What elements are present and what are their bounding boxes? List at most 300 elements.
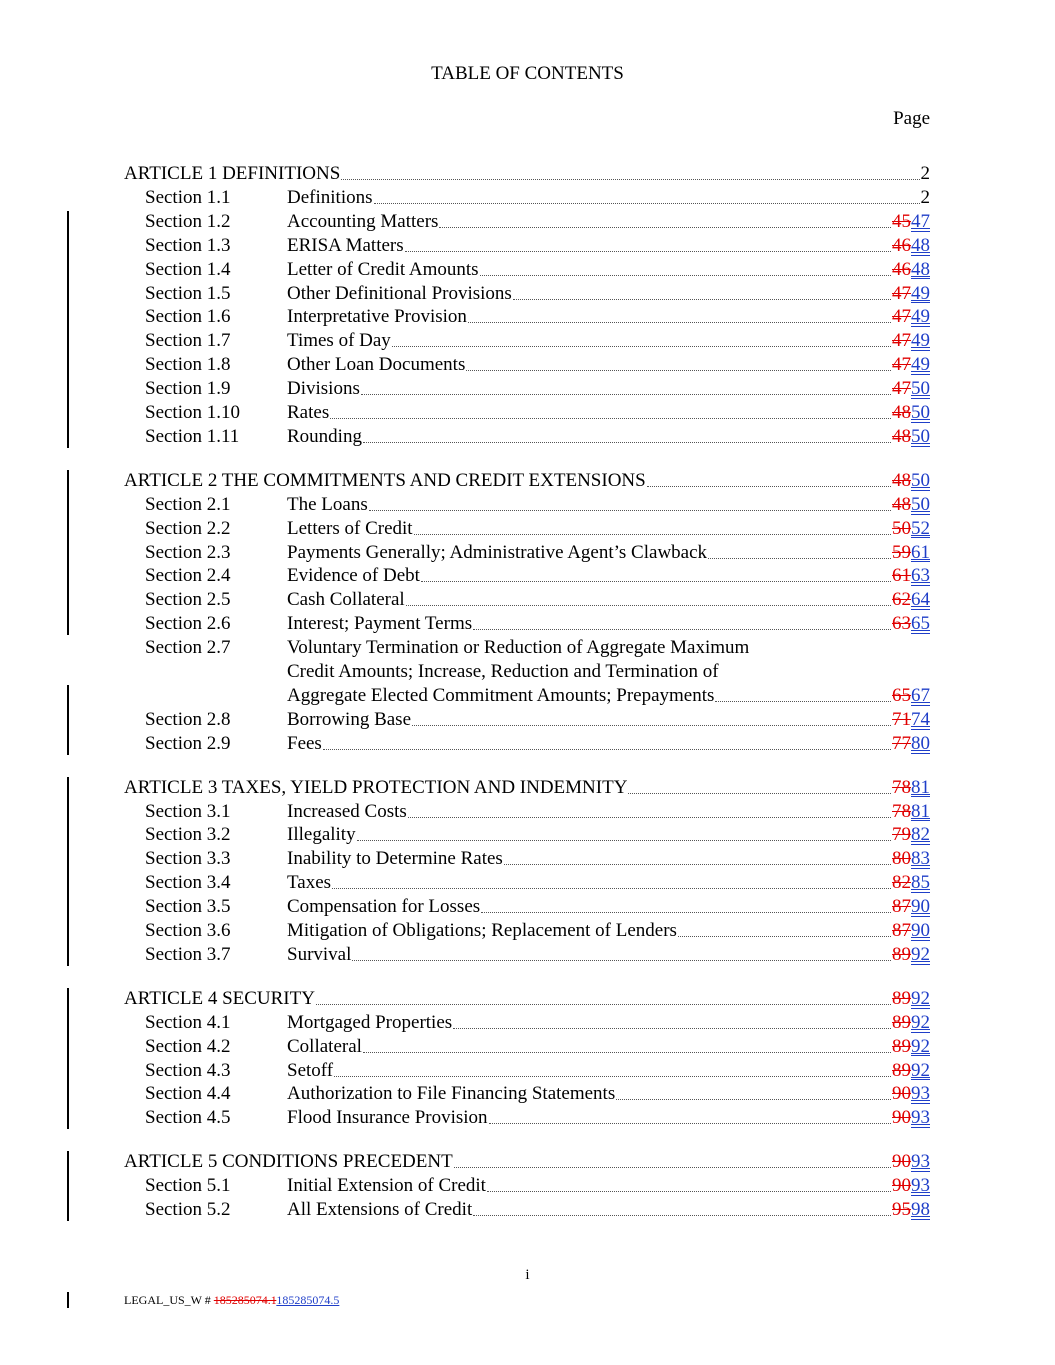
toc-section-row (0, 329, 1055, 353)
toc-entry (287, 186, 930, 210)
page-number-deleted: 90 (892, 1107, 911, 1129)
page-number-inserted: 49 (911, 306, 930, 328)
toc-entry (287, 541, 930, 565)
page-number-deleted: 87 (892, 920, 911, 941)
dot-leader (454, 1167, 891, 1168)
toc-section-number: Section 3.7 (145, 943, 231, 965)
toc-page-ref (892, 305, 930, 329)
toc-page-ref (892, 612, 930, 636)
page-number-inserted: 92 (911, 1059, 930, 1081)
toc-entry (287, 684, 930, 708)
toc-entry-title: Collateral (287, 1035, 362, 1057)
page-number-deleted: 50 (892, 517, 911, 539)
toc-entry (287, 800, 930, 824)
dot-leader (352, 960, 891, 961)
toc-page-ref (892, 258, 930, 282)
toc-entry-title: Fees (287, 732, 322, 754)
toc-entry (287, 210, 930, 234)
page-number-deleted: 59 (892, 541, 911, 563)
page-number-deleted: 47 (892, 378, 911, 400)
page-number-deleted: 82 (892, 872, 911, 894)
page-number-inserted: 93 (911, 1175, 930, 1197)
toc-section-row (0, 186, 1055, 210)
toc-section-row (0, 732, 1055, 756)
toc-entry-title: Inability to Determine Rates (287, 848, 503, 870)
toc-section-number: Section 1.5 (145, 282, 231, 304)
toc-entry-title: Letters of Credit (287, 517, 413, 539)
dot-leader (332, 888, 891, 889)
toc-article-row (0, 776, 1055, 800)
toc-section-row (0, 305, 1055, 329)
toc-section-number: Section 1.9 (145, 378, 231, 400)
toc-entry-title-line: Voluntary Termination or Reduction of Aggregate Maximum (287, 637, 750, 659)
toc-page-ref (921, 162, 931, 186)
toc-entry (287, 1198, 930, 1222)
toc-page-ref (892, 1150, 930, 1174)
page-number-inserted: 48 (911, 258, 930, 280)
doc-id-inserted: 185285074.5 (276, 1293, 340, 1307)
toc-section-row (0, 823, 1055, 847)
page-number-deleted: 78 (892, 776, 911, 798)
dot-leader (487, 1191, 891, 1192)
page-number-deleted: 46 (892, 234, 911, 256)
dot-leader (334, 1076, 891, 1077)
dot-leader (330, 418, 891, 419)
page-number-inserted: 81 (911, 800, 930, 822)
page-number-deleted: 87 (892, 896, 911, 918)
dot-leader (647, 486, 891, 487)
toc-entry (287, 1011, 930, 1035)
page-number-deleted: 89 (892, 1059, 911, 1081)
toc-section-number: Section 2.4 (145, 565, 231, 587)
toc-entry-title: ARTICLE 4 SECURITY (124, 987, 315, 1009)
page-number: 2 (920, 163, 930, 184)
toc-entry-title: The Loans (287, 493, 368, 515)
toc-section-row (0, 800, 1055, 824)
toc-page-ref (892, 282, 930, 306)
toc-section-number: Section 2.2 (145, 517, 231, 539)
toc-entry (287, 708, 930, 732)
toc-entry-title: Aggregate Elected Commitment Amounts; Prepayments (287, 684, 715, 706)
page-number-deleted: 79 (892, 824, 911, 846)
toc-page-ref (892, 588, 930, 612)
toc-entry-title: Payments Generally; Administrative Agent’s Clawback (287, 541, 708, 563)
toc-entry-title: Rates (287, 402, 330, 423)
toc-entry (287, 1059, 930, 1083)
page-number-inserted: 49 (911, 354, 930, 376)
toc-section-row (0, 234, 1055, 258)
toc-entry (124, 469, 930, 493)
page-number-deleted: 89 (892, 1035, 911, 1057)
toc-entry (287, 1082, 930, 1106)
change-bar (67, 1292, 69, 1308)
toc-entry (287, 425, 930, 449)
dot-leader (473, 629, 891, 630)
toc-page-ref (892, 377, 930, 401)
page-number-inserted: 92 (911, 943, 930, 965)
dot-leader (414, 534, 891, 535)
page-number-deleted: 89 (892, 943, 911, 965)
page-number-deleted: 80 (892, 848, 911, 870)
toc-title: TABLE OF CONTENTS (431, 63, 624, 84)
toc-page-ref (892, 895, 930, 919)
toc-page-ref (892, 919, 930, 943)
toc-section-row (0, 847, 1055, 871)
dot-leader (408, 817, 891, 818)
toc-section-number: Section 3.2 (145, 824, 231, 846)
toc-entry (287, 1174, 930, 1198)
toc-section-number: Section 1.2 (145, 210, 231, 232)
toc-section-row (0, 943, 1055, 967)
toc-entry (287, 588, 930, 612)
toc-section-row (0, 425, 1055, 449)
dot-leader (363, 1052, 891, 1053)
toc-section-number: Section 2.7 (145, 637, 231, 659)
toc-section-row (0, 895, 1055, 919)
toc-entry-title: Rounding (287, 425, 362, 447)
toc-entry (287, 943, 930, 967)
page-number-inserted: 92 (911, 1011, 930, 1033)
toc-page-ref (892, 800, 930, 824)
toc-section-row (0, 1011, 1055, 1035)
toc-entry (124, 987, 930, 1011)
toc-page-ref (892, 564, 930, 588)
toc-entry-title: All Extensions of Credit (287, 1199, 473, 1220)
toc-section-row (0, 353, 1055, 377)
page-number-deleted: 47 (892, 306, 911, 328)
page-number-inserted: 83 (911, 848, 930, 870)
toc-page-ref (892, 1059, 930, 1083)
toc-entry (287, 1106, 930, 1130)
page-number-deleted: 65 (892, 684, 911, 706)
toc-page-ref (892, 329, 930, 353)
toc-section-row (0, 708, 1055, 732)
toc-section-row (0, 401, 1055, 425)
toc-section-number: Section 4.5 (145, 1107, 231, 1129)
toc-section-row (0, 258, 1055, 282)
page-number-deleted: 77 (892, 732, 911, 754)
page-number-deleted: 47 (892, 282, 911, 304)
toc-entry (287, 305, 930, 329)
doc-id-prefix: LEGAL_US_W # (124, 1293, 214, 1307)
toc-page-ref (892, 776, 930, 800)
toc-section-number: Section 1.7 (145, 330, 231, 352)
page-number-inserted: 81 (911, 776, 930, 798)
page-number-inserted: 98 (911, 1199, 930, 1220)
toc-entry (287, 919, 930, 943)
toc-entry-title: Other Loan Documents (287, 354, 466, 376)
toc-section-row (0, 541, 1055, 565)
page-number-inserted: 52 (911, 517, 930, 539)
page-number-deleted: 62 (892, 589, 911, 611)
page-number-deleted: 47 (892, 354, 911, 376)
toc-entry (287, 564, 930, 588)
change-bar (67, 1151, 69, 1221)
toc-section-number: Section 3.1 (145, 800, 231, 822)
page-number-inserted: 90 (911, 920, 930, 941)
page-number-inserted: 93 (911, 1107, 930, 1129)
page-number-deleted: 90 (892, 1175, 911, 1197)
toc-section-number: Section 1.6 (145, 306, 231, 328)
footer-document-id (124, 1293, 339, 1308)
toc-entry (287, 823, 930, 847)
toc-article-row (0, 1150, 1055, 1174)
toc-section-number: Section 4.4 (145, 1083, 231, 1105)
toc-page-ref (892, 684, 930, 708)
toc-section-number: Section 1.11 (145, 425, 240, 447)
toc-entry-title: Authorization to File Financing Statements (287, 1083, 616, 1105)
toc-entry (287, 895, 930, 919)
toc-section-number: Section 3.5 (145, 896, 231, 918)
page-number-deleted: 47 (892, 330, 911, 352)
toc-entry (124, 1150, 930, 1174)
toc-section-number: Section 2.9 (145, 732, 231, 754)
toc-entry-title: Interpretative Provision (287, 306, 467, 328)
toc-section-number: Section 3.6 (145, 920, 231, 941)
toc-entry-title: Taxes (287, 872, 332, 894)
page-number-inserted: 93 (911, 1151, 930, 1173)
toc-section-row (0, 871, 1055, 895)
toc-section-row (0, 1035, 1055, 1059)
toc-entry (287, 847, 930, 871)
toc-page-ref (892, 987, 930, 1011)
toc-entry (287, 377, 930, 401)
toc-entry-title: Divisions (287, 378, 360, 400)
dot-leader (468, 322, 891, 323)
page-number-inserted: 64 (911, 589, 930, 611)
toc-section-row (0, 1106, 1055, 1130)
toc-entry (287, 612, 930, 636)
toc-section-number: Section 2.6 (145, 613, 231, 635)
change-bar (67, 988, 69, 1129)
toc-page-ref (892, 823, 930, 847)
toc-entry-title: Definitions (287, 186, 373, 208)
page-number-deleted: 89 (892, 987, 911, 1009)
dot-leader (406, 605, 891, 606)
page-number-deleted: 63 (892, 613, 911, 635)
toc-article-row (0, 162, 1055, 186)
toc-article-row (0, 987, 1055, 1011)
page-number-deleted: 48 (892, 402, 911, 423)
page-number-inserted: 82 (911, 824, 930, 846)
toc-section-number: Section 4.1 (145, 1011, 231, 1033)
page-number-inserted: 92 (911, 1035, 930, 1057)
toc-entry-title: Survival (287, 943, 352, 965)
footer-page-number: i (525, 1267, 530, 1283)
toc-entry-title: ARTICLE 1 DEFINITIONS (124, 163, 341, 184)
dot-leader (473, 1215, 891, 1216)
page-number-inserted: 85 (911, 872, 930, 894)
dot-leader (616, 1099, 891, 1100)
toc-entry-title: Borrowing Base (287, 708, 412, 730)
toc-entry (287, 258, 930, 282)
toc-entry-title: Times of Day (287, 330, 391, 352)
page-number-deleted: 78 (892, 800, 911, 822)
page-number-inserted: 49 (911, 282, 930, 304)
page-number-deleted: 90 (892, 1151, 911, 1173)
toc-entry (124, 776, 930, 800)
dot-leader (361, 394, 891, 395)
page-number-inserted: 48 (911, 234, 930, 256)
toc-entry (287, 493, 930, 517)
toc-entry-title: Accounting Matters (287, 210, 439, 232)
toc-entry-title: Illegality (287, 824, 356, 846)
toc-entry-title: Mortgaged Properties (287, 1011, 453, 1033)
dot-leader (405, 251, 891, 252)
toc-section-number: Section 4.2 (145, 1035, 231, 1057)
page-number-inserted: 50 (911, 378, 930, 400)
dot-leader (341, 179, 919, 180)
toc-page-ref (892, 234, 930, 258)
page-number-deleted: 45 (892, 210, 911, 232)
dot-leader (323, 749, 891, 750)
dot-leader (439, 227, 891, 228)
dot-leader (513, 299, 891, 300)
toc-entry (287, 1035, 930, 1059)
dot-leader (628, 793, 891, 794)
change-bar (67, 685, 69, 755)
page-number-deleted: 95 (892, 1199, 911, 1220)
dot-leader (453, 1028, 891, 1029)
toc-section-row (0, 684, 1055, 708)
toc-page-ref (892, 1011, 930, 1035)
change-bar (67, 777, 69, 966)
change-bar (67, 211, 69, 448)
page-number-deleted: 48 (892, 493, 911, 515)
toc-page-ref (892, 708, 930, 732)
toc-section-number: Section 2.8 (145, 708, 231, 730)
toc-section-row (0, 1082, 1055, 1106)
page-number-inserted: 50 (911, 493, 930, 515)
dot-leader (489, 1123, 891, 1124)
toc-section-number: Section 5.1 (145, 1175, 231, 1197)
dot-leader (480, 275, 891, 276)
page-number-inserted: 65 (911, 613, 930, 635)
toc-page-ref (892, 210, 930, 234)
dot-leader (481, 912, 891, 913)
toc-page-ref (892, 1082, 930, 1106)
toc-entry (287, 282, 930, 306)
page-number-inserted: 49 (911, 330, 930, 352)
toc-page-ref (892, 871, 930, 895)
toc-entry-title: Flood Insurance Provision (287, 1107, 488, 1129)
change-bar (67, 470, 69, 635)
toc-page-ref (892, 1106, 930, 1130)
toc-section-number: Section 1.3 (145, 234, 231, 256)
toc-section-row (0, 1198, 1055, 1222)
toc-section-row (0, 377, 1055, 401)
toc-entry (287, 871, 930, 895)
page-number-deleted: 61 (892, 565, 911, 587)
page-number-deleted: 89 (892, 1011, 911, 1033)
toc-section-number: Section 1.1 (145, 186, 231, 208)
page-number-inserted: 47 (911, 210, 930, 232)
toc-section-number: Section 4.3 (145, 1059, 231, 1081)
toc-entry (287, 517, 930, 541)
toc-page-ref (892, 401, 930, 425)
toc-section-number: Section 1.10 (145, 402, 240, 423)
toc-section-number: Section 5.2 (145, 1199, 231, 1220)
page-number-inserted: 92 (911, 987, 930, 1009)
toc-entry (124, 162, 930, 186)
toc-page-ref (892, 493, 930, 517)
toc-section-row (0, 564, 1055, 588)
toc-section-number: Section 3.4 (145, 872, 231, 894)
page-number-inserted: 90 (911, 896, 930, 918)
toc-entry (287, 401, 930, 425)
dot-leader (392, 346, 891, 347)
page-number-deleted: 48 (892, 469, 911, 491)
toc-section-row (0, 1059, 1055, 1083)
doc-id-deleted: 185285074.1 (213, 1293, 277, 1307)
dot-leader (504, 864, 891, 865)
toc-section-row (0, 1174, 1055, 1198)
toc-page-ref (892, 541, 930, 565)
toc-entry-title: Initial Extension of Credit (287, 1175, 486, 1197)
page-number-deleted: 90 (892, 1083, 911, 1105)
page-number-deleted: 48 (892, 425, 911, 447)
page-number: 2 (920, 186, 930, 208)
toc-section-number: Section 2.1 (145, 493, 231, 515)
toc-entry-title: Letter of Credit Amounts (287, 258, 479, 280)
dot-leader (466, 370, 891, 371)
page-number-inserted: 63 (911, 565, 930, 587)
toc-page-ref (892, 469, 930, 493)
toc-page-ref (892, 943, 930, 967)
toc-entry-title: Increased Costs (287, 800, 407, 822)
toc-entry-title: ARTICLE 3 TAXES, YIELD PROTECTION AND INDEMNITY (124, 776, 628, 798)
toc-section-row (0, 493, 1055, 517)
toc-entry (287, 732, 930, 756)
toc-page-ref (892, 517, 930, 541)
page-number-inserted: 67 (911, 684, 930, 706)
toc-entry-title: Evidence of Debt (287, 565, 420, 587)
toc-section-row (0, 517, 1055, 541)
dot-leader (678, 936, 891, 937)
dot-leader (357, 840, 891, 841)
page-number-deleted: 46 (892, 258, 911, 280)
toc-entry (287, 234, 930, 258)
toc-section-row (0, 612, 1055, 636)
toc-entry-title: Mitigation of Obligations; Replacement of Lenders (287, 920, 677, 941)
dot-leader (374, 203, 920, 204)
toc-page-ref (892, 1174, 930, 1198)
toc-page-ref (892, 1198, 930, 1222)
toc-entry-title-line: Credit Amounts; Increase, Reduction and Termination of (287, 661, 719, 682)
toc-article-row (0, 469, 1055, 493)
toc-entry-title: ARTICLE 5 CONDITIONS PRECEDENT (124, 1151, 453, 1173)
toc-page-ref (892, 1035, 930, 1059)
toc-section-number: Section 1.4 (145, 258, 231, 280)
toc-section-row (0, 282, 1055, 306)
toc-entry-title: Setoff (287, 1059, 334, 1081)
toc-entry-title: Cash Collateral (287, 589, 405, 611)
dot-leader (363, 442, 891, 443)
toc-section-row (0, 588, 1055, 612)
toc-entry (287, 353, 930, 377)
page-number-deleted: 71 (892, 708, 911, 730)
page-number-inserted: 74 (911, 708, 930, 730)
toc-entry-title: ERISA Matters (287, 234, 404, 256)
toc-page-ref (892, 353, 930, 377)
page-number-inserted: 93 (911, 1083, 930, 1105)
page-number-inserted: 50 (911, 402, 930, 423)
toc-section-number: Section 3.3 (145, 848, 231, 870)
dot-leader (708, 558, 891, 559)
toc-section-row (0, 210, 1055, 234)
page-number-inserted: 50 (911, 469, 930, 491)
toc-section-row (0, 919, 1055, 943)
